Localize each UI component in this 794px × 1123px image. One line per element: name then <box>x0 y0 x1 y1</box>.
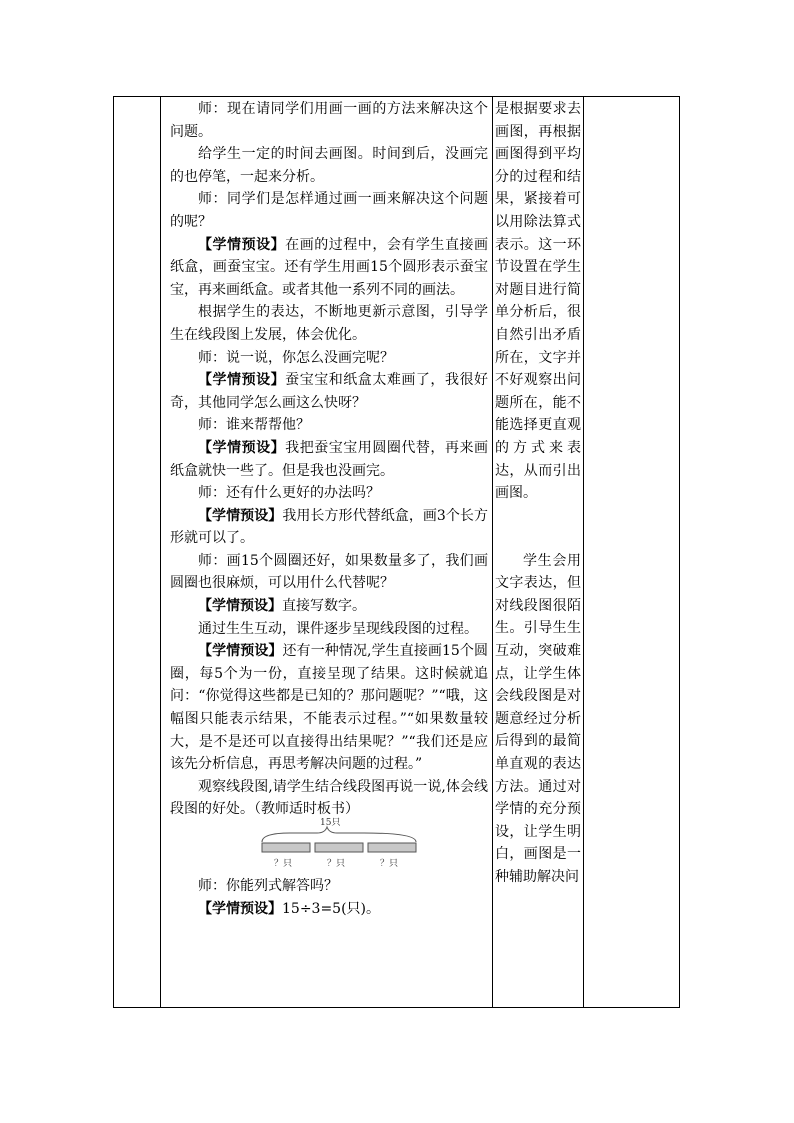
paragraph: 师：谁来帮帮他？ <box>198 417 310 434</box>
segment-diagram-svg <box>170 823 488 883</box>
paragraph: 【学情预设】15÷3=5(只)。 <box>198 900 381 917</box>
total-brace <box>262 827 416 842</box>
preset-tag: 【学情预设】 <box>198 236 286 253</box>
preset-tag: 【学情预设】 <box>198 507 283 524</box>
paragraph: 【学情预设】在画的过程中，会有学生直接画纸盒，画蚕宝宝。还有学生用画15个圆形表示蚕宝宝，再来画纸盒。或者其他一系列不同的画法。 <box>170 236 489 298</box>
column-divider-2 <box>492 97 493 1007</box>
paragraph: 师：画15个圆圈还好，如果数量多了，我们画圆圈也很麻烦，可以用什么代替呢？ <box>170 552 488 592</box>
design-intent-column <box>495 97 581 889</box>
column-divider-3 <box>583 97 584 1007</box>
part-label: ？只 <box>380 859 399 869</box>
line-segment-diagram <box>170 818 488 883</box>
paragraph: 【学情预设】我把蚕宝宝用圆圈代替，再来画纸盒就快一些了。但是我也没画完。 <box>170 439 489 479</box>
paragraph: 观察线段图,请学生结合线段图再说一说,体会线段图的好处。（教师适时板书） <box>170 778 488 818</box>
preset-tag: 【学情预设】 <box>198 598 282 615</box>
paragraph: 师：现在请同学们用画一画的方法来解决这个问题。 <box>170 101 488 140</box>
paragraph: 师：同学们是怎样通过画一画来解决这个问题的呢？ <box>170 191 488 230</box>
preset-tag: 【学情预设】 <box>198 643 283 660</box>
paragraph: 【学情预设】直接写数字。 <box>198 598 366 615</box>
paragraph: 师：你能列式解答吗？ <box>198 878 338 894</box>
teaching-process-column <box>162 97 492 920</box>
note-spacer <box>495 505 581 550</box>
preset-tag: 【学情预设】 <box>198 372 286 389</box>
preset-tag: 【学情预设】 <box>198 900 282 917</box>
preset-tag: 【学情预设】 <box>198 439 286 456</box>
main-paragraphs <box>170 98 488 821</box>
paragraph: 根据学生的表达，不断地更新示意图，引导学生在线段图上发展，体会优化。 <box>170 304 488 343</box>
lesson-table <box>113 96 680 1008</box>
paragraph: 【学情预设】还有一种情况,学生直接画15个圆圈，每5个为一份，直接呈现了结果。这时候就追问：“你觉得这些都是已知的？那问题呢？”“哦，这幅图只能表示结果，不能表示过程。”“如果数量较大，是不是还可以直接得出结果呢？”“我们还是应该先分析信息，再思考解决问题的过程。” <box>170 643 489 773</box>
segment-part-1 <box>262 843 310 852</box>
part-label: ？只 <box>274 859 293 869</box>
total-label: 15只 <box>320 818 341 828</box>
design-note: 是根据要求去画图，再根据画图得到平均分的过程和结果，紧接着可以用除法算式表示。这一环节设置在学生对题目进行简单分析后，很自然引出矛盾所在，文字并不好观察出问题所在，能不能选择更直观的方式来表达，从而引出画图。 <box>495 101 581 502</box>
part-label: ？只 <box>327 859 346 869</box>
paragraph: 【学情预设】我用长方形代替纸盒，画3个长方形就可以了。 <box>170 507 488 547</box>
paragraph: 【学情预设】蚕宝宝和纸盒太难画了，我很好奇，其他同学怎么画这么快呀？ <box>170 372 489 411</box>
paragraph: 师：还有什么更好的办法吗？ <box>198 485 380 502</box>
paragraph: 师：说一说，你怎么没画完呢？ <box>198 349 394 366</box>
paragraph: 通过生生互动，课件逐步呈现线段图的过程。 <box>198 620 478 637</box>
design-note: 学生会用文字表达，但对线段图很陌生。引导生生互动，突破难点，让学生体会线段图是对题意经过分析后得到的最简单直观的表达方法。通过对学情的充分预设，让学生明白，画图是一种辅助解决问 <box>495 552 581 885</box>
column-divider-1 <box>160 97 161 1007</box>
segment-part-3 <box>368 843 416 852</box>
paragraph: 给学生一定的时间去画图。时间到后，没画完的也停笔，一起来分析。 <box>170 146 488 185</box>
segment-part-2 <box>315 843 363 852</box>
